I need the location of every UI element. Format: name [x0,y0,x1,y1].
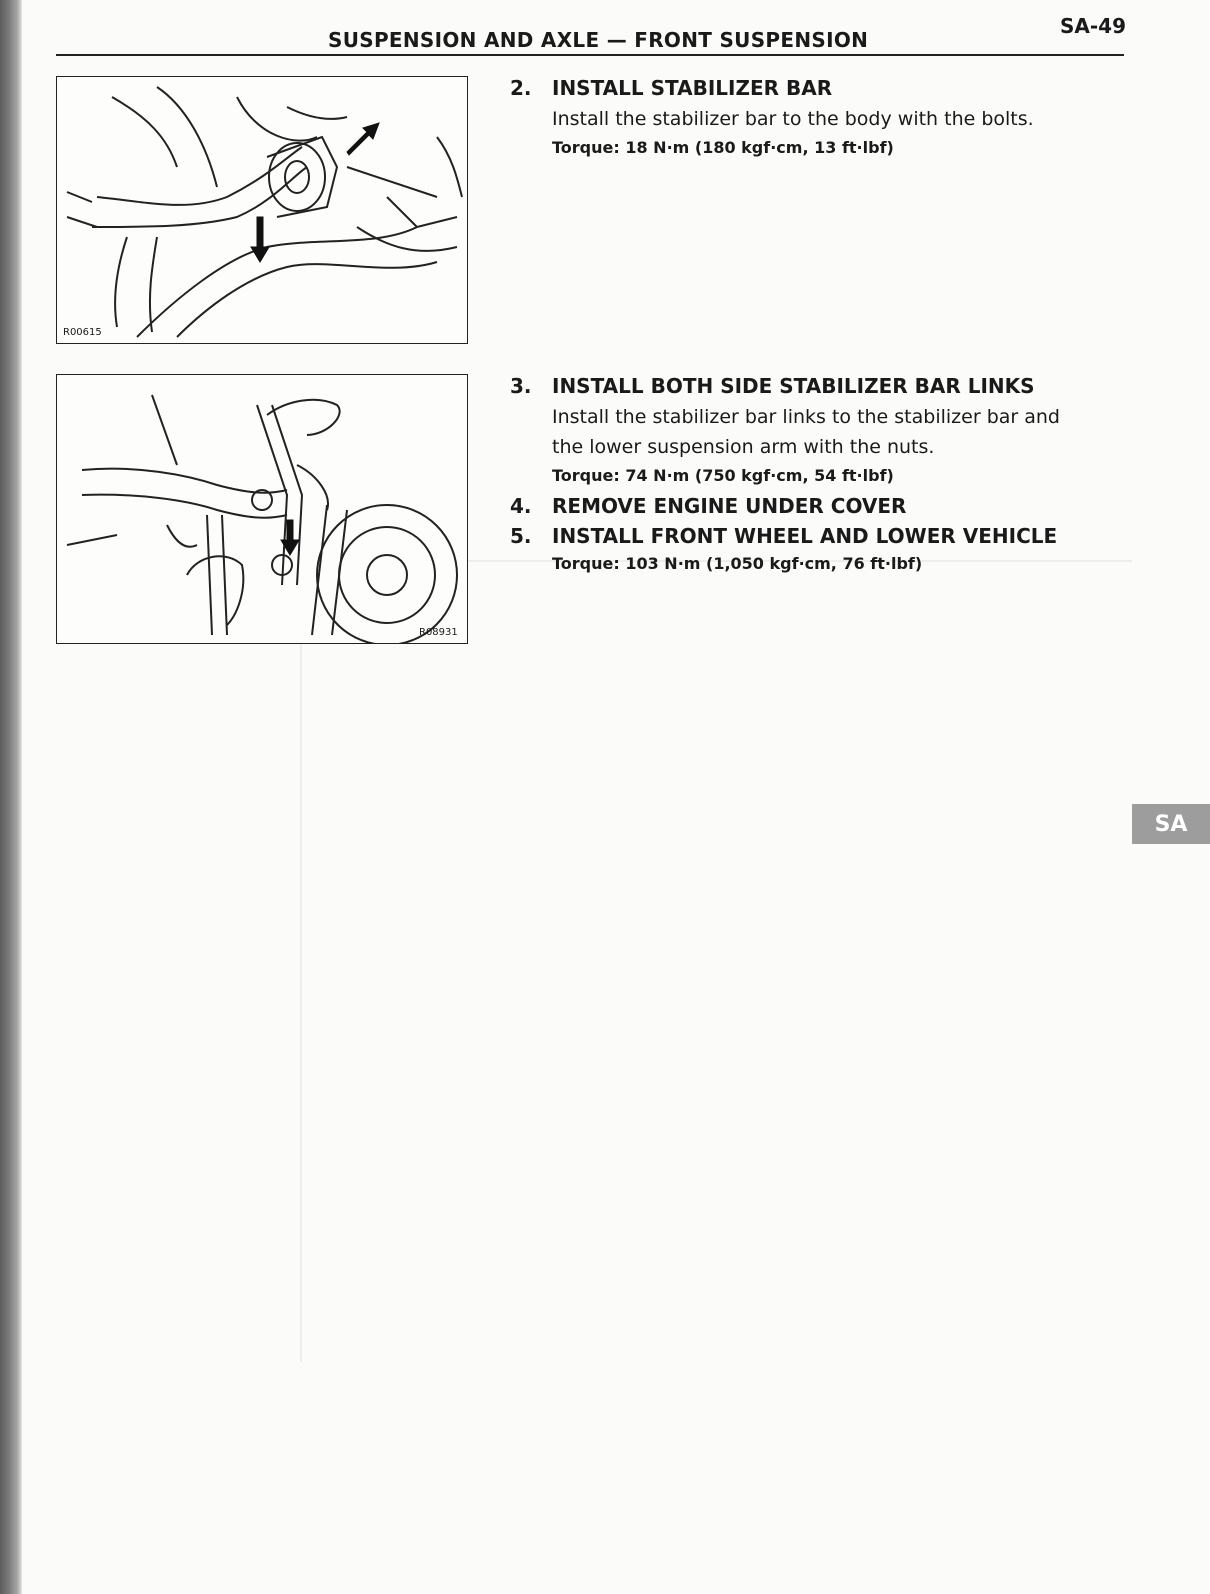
step-title: INSTALL BOTH SIDE STABILIZER BAR LINKS [552,374,1035,398]
stabilizer-bar-illustration [57,77,467,343]
step-number: 5. [510,524,532,548]
header-rule [56,54,1124,56]
step-instruction: Install the stabilizer bar links to the stabilizer bar and [552,406,1060,428]
step-number: 2. [510,76,532,100]
step-number: 3. [510,374,532,398]
step-instruction: the lower suspension arm with the nuts. [552,436,935,458]
step-title: INSTALL FRONT WHEEL AND LOWER VEHICLE [552,524,1058,548]
figure-code: R00615 [63,327,102,338]
figure-stabilizer-bar [56,76,468,344]
step-title: INSTALL STABILIZER BAR [552,76,833,100]
step-instruction: Install the stabilizer bar to the body with the bolts. [552,108,1034,130]
step-title: REMOVE ENGINE UNDER COVER [552,494,907,518]
section-tab: SA [1132,804,1210,844]
torque-spec: Torque: 18 N·m (180 kgf·cm, 13 ft·lbf) [552,138,894,157]
page-header-title: SUSPENSION AND AXLE — FRONT SUSPENSION [328,28,869,52]
figure-code: R08931 [419,627,458,638]
scan-binding-shadow [0,0,22,1594]
step-number: 4. [510,494,532,518]
torque-spec: Torque: 74 N·m (750 kgf·cm, 54 ft·lbf) [552,466,894,485]
bleed-through-artifact [300,560,1132,1362]
torque-spec: Torque: 103 N·m (1,050 kgf·cm, 76 ft·lbf) [552,554,923,573]
figure-stabilizer-bar-links [56,374,468,644]
page-number: SA-49 [1060,14,1127,38]
stabilizer-link-illustration [57,375,467,643]
